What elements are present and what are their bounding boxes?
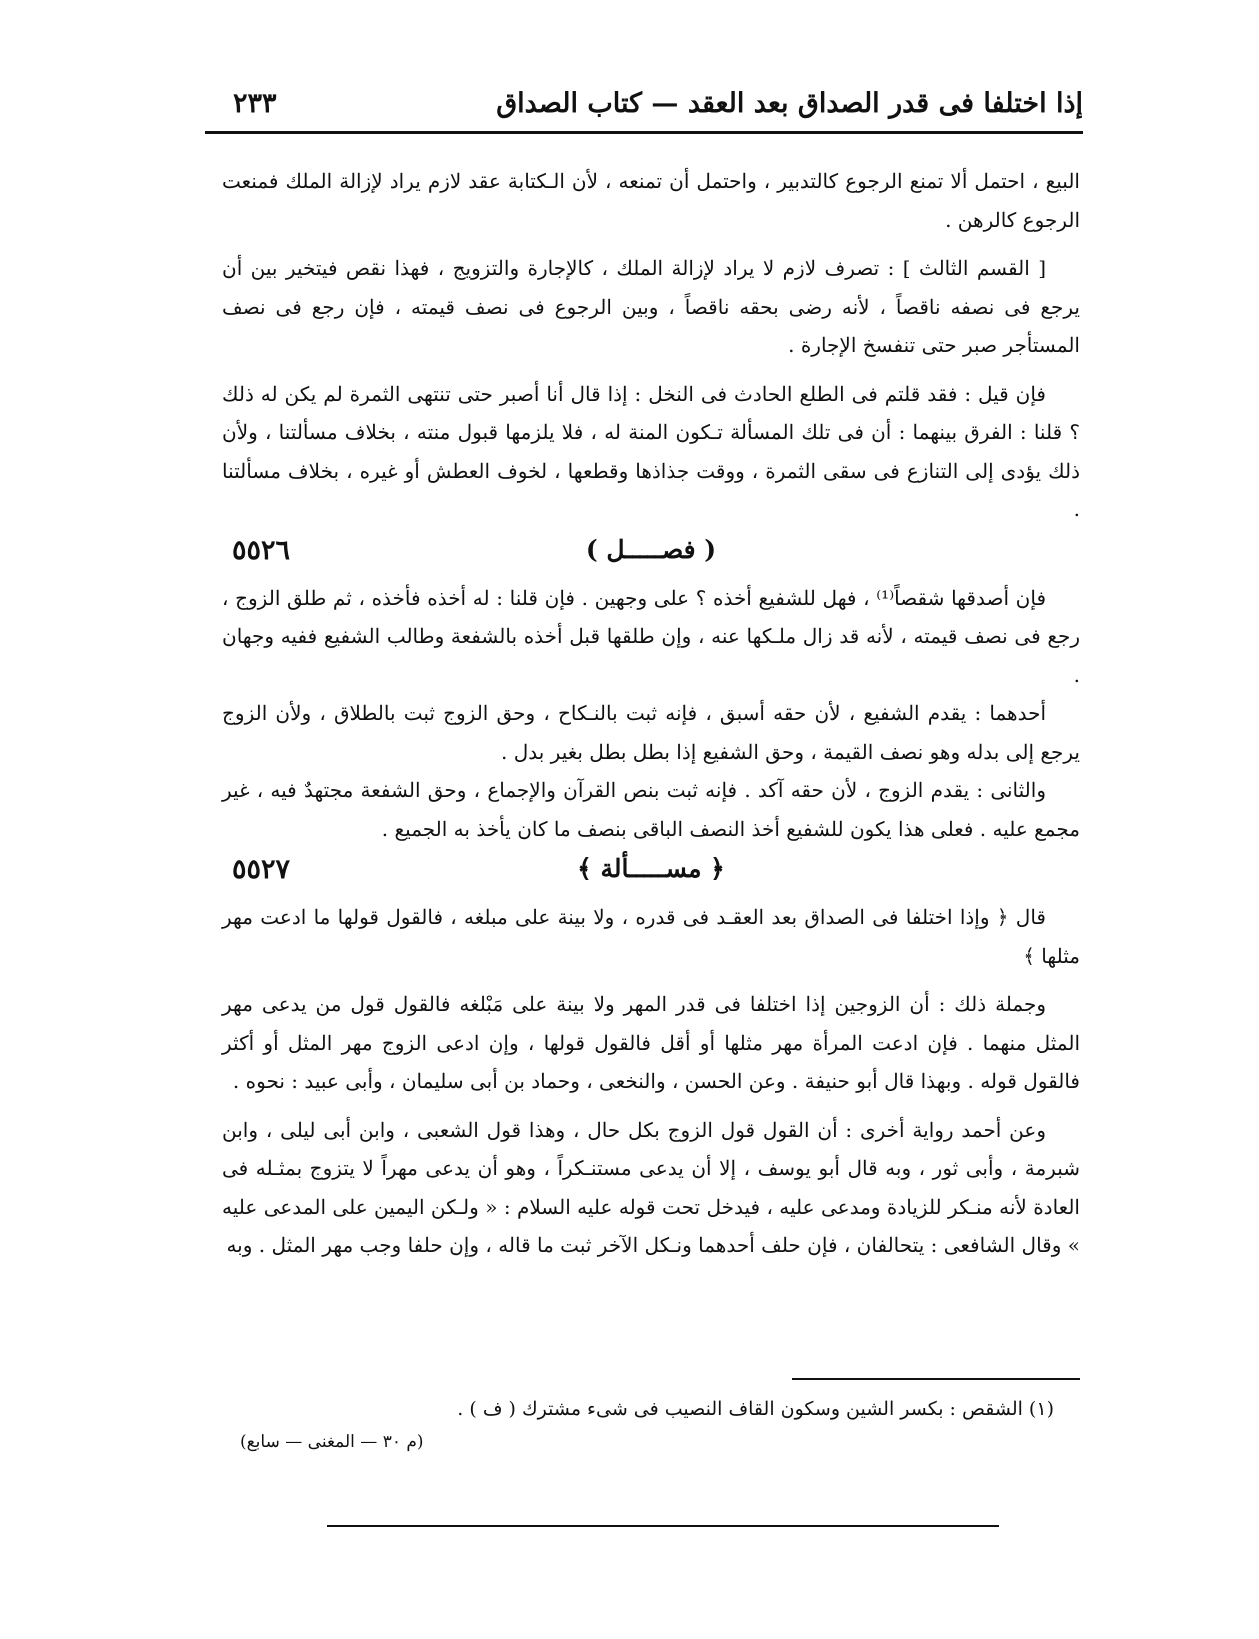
page-number: ٢٣٣: [233, 88, 277, 119]
text-line: أحدهما : يقدم الشفيع ، لأن حقه أسبق ، فإنه ثبت بالنـكاح ، وحق الزوج ثبت بالطلاق ، ولأن: [275, 701, 1046, 725]
text-line: الفرق بينهما : أن فى تلك المسألة تـكون المنة له ، فلا يلزمها قبول منته ، بخلاف مسألتنا ، ولأن ذلك يؤدى: [222, 420, 1080, 483]
header-title: إذا اختلفا فى قدر الصداق بعد العقد — كتاب الصداق: [496, 88, 1083, 119]
text-line: شبرمة ، وأبى ثور ، وبه قال أبو يوسف ، إلا أن يدعى مستنـكراً ، وهو أن يدعى مهراً لا يتزوج بمثـله: [255, 1156, 1081, 1180]
text-line: قال ﴿ وإذا اختلفا فى الصداق بعد العقـد فى قدره ، ولا بينة على مبلغه ، فالقول قولها ما ادعت: [260, 905, 1046, 929]
section-label: ﴿ مســـــألة ﴾: [577, 854, 725, 883]
page-body: [222, 162, 1080, 1265]
section-heading-masala: [222, 852, 1080, 896]
section-number: ٥٥٢٦: [232, 534, 291, 566]
text-line: الزوج يرجع إلى بدله وهو نصف القيمة ، وحق الشفيع إذا بطل بطل بغير بدل .: [222, 701, 1080, 764]
text-line: البيع ، احتمل ألا تمنع الرجوع كالتدبير ، واحتمل أن تمنعه ، لأن الـكتابة عقد لازم يراد لإزالة الملك: [285, 169, 1080, 193]
text-line: رجع فى نصف قيمته ، لأنه قد زال ملـكها عنه ، وإن طلقها قبل أخذه بالشفعة وطالب الشفيع ففيه وجهان .: [222, 624, 1080, 687]
text-line: فإن قيل : فقد قلتم فى الطلع الحادث فى النخل : إذا قال أنا أصبر حتى تنتهى الثمرة لم يكن له ذلك ؟ قلنا :: [222, 381, 1080, 444]
section-label: ( فصـــــل ): [585, 534, 717, 564]
text-line: وبهذا قال أبو حنيفة . وعن الحسن ، والنخعى ، وحماد بن أبى سليمان ، وأبى عبيد : نحوه .: [232, 1069, 962, 1093]
paragraph-matn: [222, 898, 1080, 975]
paragraph-second-view: [222, 771, 1080, 848]
text-line: فمنعت الرجوع كالرهن .: [222, 169, 1080, 232]
paragraph-continuation: [222, 162, 1080, 239]
text-line: [ القسم الثالث ] : تصرف لازم لا يراد لإزالة الملك ، كالإجارة والتزويج ، فهذا نقص فيتخير بين أن: [222, 256, 1046, 280]
paragraph-first-view: [222, 694, 1080, 771]
text-line: إلى التنازع فى سقى الثمرة ، ووقت جذاذها وقطعها ، لخوف العطش أو غيره ، بخلاف مسألتنا .: [222, 458, 1080, 521]
text-line: يرجع فى نصفه ناقصاً ، لأنه رضى بحقه ناقصاً ، وبين الرجوع فى نصف قيمته ، فإن رجع فى نصف المستأجر: [222, 294, 1080, 357]
text-line: غير مجمع عليه . فعلى هذا يكون للشفيع أخذ النصف الباقى بنصف ما كان يأخذ به الجميع .: [222, 778, 1080, 841]
section-heading-fasl: [222, 533, 1080, 577]
paragraph-summary: [222, 985, 1080, 1101]
running-header: [205, 88, 1083, 128]
text-line: فى العادة لأنه منـكر للزيادة ومدعى عليه ، فيدخل تحت قوله عليه السلام : « ولـكن اليمين على المدعى عليه »: [222, 1156, 1080, 1257]
paragraph-shuf: [222, 579, 1080, 695]
text-line: وجملة ذلك : أن الزوجين إذا اختلفا فى قدر المهر ولا بينة على مَبْلغه فالقول قول من يدعى مهر المثل: [222, 992, 1081, 1055]
header-rule: [205, 131, 1083, 134]
paragraph-objection: [222, 375, 1080, 529]
signature-mark: (م ٣٠ — المغنى — سابع): [240, 1432, 424, 1452]
text-line: وعن أحمد رواية أخرى : أن القول قول الزوج بكل حال ، وهذا قول الشعبى ، وابن أبى ليلى ، وابن: [222, 1117, 1046, 1142]
text-line: فإن أصدقها شقصاً⁽¹⁾ ، فهل للشفيع أخذه ؟ على وجهين . فإن قلنا : له أخذه فأخذه ، ثم طلق الزوج ،: [222, 585, 1047, 610]
text-line: والثانى : يقدم الزوج ، لأن حقه آكد . فإنه ثبت بنص القرآن والإجماع ، وحق الشفعة مجتهدٌ فيه ،: [256, 778, 1046, 802]
text-line: منهما . فإن ادعت المرأة مهر مثلها أو أقل فالقول قولها ، وإن ادعى الزوج مهر المثل أو أكثر فالقول قوله .: [222, 1030, 1080, 1093]
footnote: (١) الشقص : بكسر الشين وسكون القاف النصيب فى شىء مشترك ( ف ) .: [457, 1398, 1054, 1420]
bottom-rule: [327, 1525, 999, 1527]
paragraph-other-narration: [222, 1111, 1080, 1265]
footnote-rule: [792, 1378, 1080, 1380]
text-line: صبر حتى تنفسخ الإجارة .: [788, 333, 998, 357]
paragraph-third-section: [222, 249, 1080, 365]
text-line: وقال الشافعى : يتحالفان ، فإن حلف أحدهما ونـكل الآخر ثبت ما قاله ، وإن حلفا وجب مهر المثل . وبه: [226, 1233, 1062, 1257]
text-line: مهر مثلها ﴾: [222, 905, 1080, 968]
section-number: ٥٥٢٧: [232, 854, 291, 885]
